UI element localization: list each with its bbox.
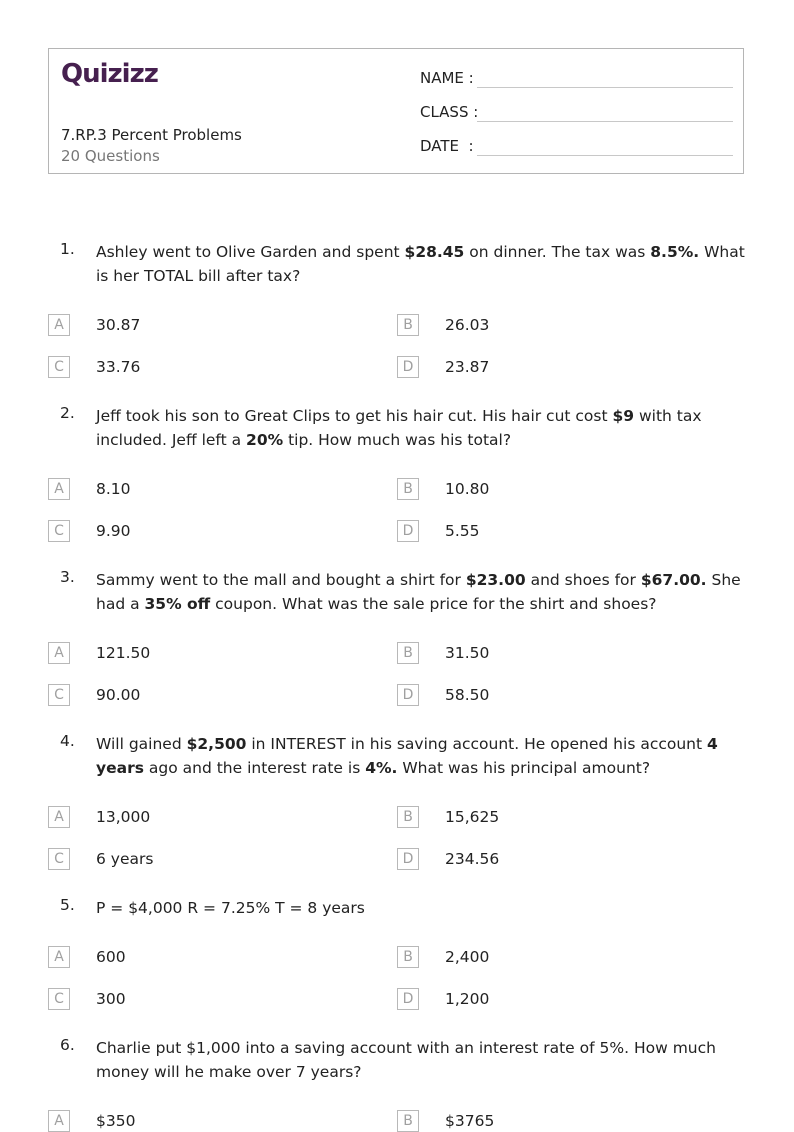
question-number: 1.: [60, 240, 75, 258]
option-letter-box: D: [397, 684, 419, 706]
option-letter-box: C: [48, 988, 70, 1010]
option-letter-box: C: [48, 848, 70, 870]
date-line: [477, 155, 733, 156]
question-text: Jeff took his son to Great Clips to get his hair cut. His hair cut cost $9 with tax included. Jeff left a 20% tip. How much was his total?: [96, 407, 702, 449]
date-field: [420, 137, 474, 155]
name-field: [420, 69, 474, 87]
worksheet-header: [48, 48, 744, 174]
option-letter-box: D: [397, 848, 419, 870]
option-letter-box: A: [48, 478, 70, 500]
date-label: DATE :: [420, 137, 474, 155]
class-line: [477, 121, 733, 122]
option-letter-box: A: [48, 806, 70, 828]
option-letter-box: C: [48, 356, 70, 378]
name-label: NAME :: [420, 69, 474, 87]
option-letter-box: D: [397, 520, 419, 542]
question-number: 3.: [60, 568, 75, 586]
question-count: 20 Questions: [61, 147, 160, 165]
question-text: Charlie put $1,000 into a saving account with an interest rate of 5%. How much money will he make over 7 years?: [96, 1039, 716, 1081]
option-letter-box: A: [48, 642, 70, 664]
name-line: [477, 87, 733, 88]
option-letter-box: D: [397, 356, 419, 378]
class-label: CLASS :: [420, 103, 479, 121]
question-text: Will gained $2,500 in INTEREST in his saving account. He opened his account 4 years ago and the interest rate is 4%. What was his principal amount?: [96, 735, 718, 777]
option-letter-box: A: [48, 314, 70, 336]
option-letter-box: A: [48, 946, 70, 968]
class-field: [420, 103, 478, 121]
option-letter-box: B: [397, 946, 419, 968]
option-letter-box: C: [48, 684, 70, 706]
question-text: Sammy went to the mall and bought a shirt for $23.00 and shoes for $67.00. She had a 35% off coupon. What was the sale price for the shirt and shoes?: [96, 571, 741, 613]
question-number: 2.: [60, 404, 75, 422]
option-letter-box: C: [48, 520, 70, 542]
question-text: Ashley went to Olive Garden and spent $28.45 on dinner. The tax was 8.5%. What is her TOTAL bill after tax?: [96, 243, 745, 285]
option-letter-box: D: [397, 988, 419, 1010]
question-number: 6.: [60, 1036, 75, 1054]
question-number: 5.: [60, 896, 75, 914]
question-number: 4.: [60, 732, 75, 750]
option-letter-box: B: [397, 478, 419, 500]
quizizz-logo: Quizizz: [61, 59, 158, 89]
option-letter-box: B: [397, 1110, 419, 1132]
question-text: P = $4,000 R = 7.25% T = 8 years: [96, 899, 365, 917]
option-letter-box: A: [48, 1110, 70, 1132]
option-letter-box: B: [397, 314, 419, 336]
worksheet-title: 7.RP.3 Percent Problems: [61, 126, 242, 144]
option-letter-box: B: [397, 806, 419, 828]
option-letter-box: B: [397, 642, 419, 664]
